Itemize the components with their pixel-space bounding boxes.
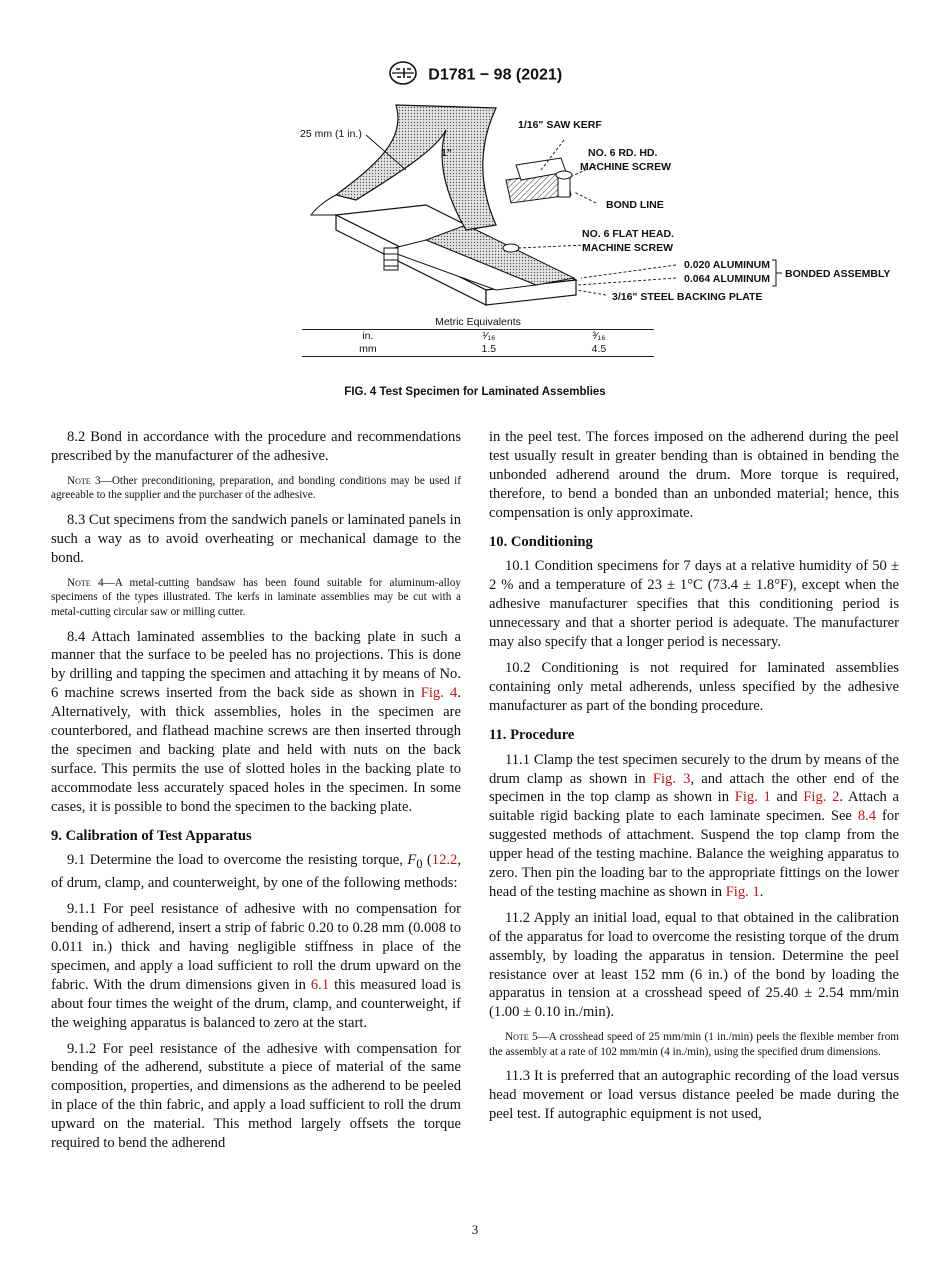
label-bond-line: BOND LINE — [606, 199, 664, 211]
link-fig-2[interactable]: Fig. 2 — [803, 789, 840, 806]
note-5: Note 5—A crosshead speed of 25 mm/min (1 in./min) peels the flexible member from the assembly at a rate of 102 mm/min (4 in./min), using the specified drum dimensions. — [489, 1031, 900, 1058]
para-10-2: 10.2 Conditioning is not required for laminated assemblies containing only metal adherends, unless specified by the adhesive manufacturer as part of the bonding procedure. — [489, 659, 899, 714]
screw-hole — [503, 244, 519, 252]
astm-logo-icon — [388, 60, 418, 91]
detail-inset — [506, 158, 572, 203]
link-12-2[interactable]: 12.2 — [431, 852, 458, 869]
metric-equivalents-table — [302, 316, 654, 357]
left-column — [51, 428, 461, 1160]
metric-cell: ¹⁄₁₆ — [482, 330, 496, 342]
note-4: Note 4—A metal-cutting bandsaw has been found suitable for aluminum-alloy specimens of the types illustrated. The kerfs in laminate assemblies may be cut with a metal-cutting circular saw or milling cutter. — [51, 576, 461, 618]
label-rd-screw-2: MACHINE SCREW — [580, 161, 671, 173]
label-aluminum-020: 0.020 ALUMINUM — [684, 259, 770, 271]
metric-cell: in. — [362, 330, 374, 342]
metric-row — [302, 330, 654, 344]
para-8-4: 8.4 Attach laminated assemblies to the backing plate in such a manner that the surface to be peeled has no projections. This is done by drilling and tapping the specimen and attaching it by means of No. 6 machine screws inserted from the back side as shown in Fig. 4. Alternatively, with thick assemblies, holes in the specimen are counterbored, and flathead machine screws are then inserted through the specimen and backing plate and held with nuts on the back surface. This permits the use of slotted holes in the backing plate to accommodate less accurately spaced holes in the specimen. In some cases, it is possible to bond the specimen to the backing plate. — [51, 628, 461, 815]
link-8-4[interactable]: 8.4 — [857, 808, 877, 825]
standard-designation: D1781 − 98 (2021) — [428, 66, 563, 84]
para-11-1: 11.1 Clamp the test specimen securely to the drum by means of the drum clamp as shown in Fig. 3, and attach the other end of the specimen in the top clamp as shown in Fig. 1 and Fig. 2. Attach a suitable rigid backing plate to each laminate specimen. See 8.4 for suggested methods of attachment. Suspend the top clamp from the upper head of the testing machine. Balance the weighing apparatus to zero. Then pin the loading bar to the appropriate fittings on the lower head of the testing machine as shown in Fig. 1. — [489, 751, 900, 900]
label-flat-screw-2: MACHINE SCREW — [582, 242, 673, 254]
heading-section-10: 10. Conditioning — [489, 533, 593, 550]
para-11-3: 11.3 It is preferred that an autographic recording of the load versus head movement or load versus distance peeled be made during the peel test. If autographic equipment is not used, — [489, 1068, 899, 1123]
label-aluminum-064: 0.064 ALUMINUM — [684, 273, 770, 285]
metric-title: Metric Equivalents — [302, 316, 654, 330]
heading-section-9: 9. Calibration of Test Apparatus — [51, 827, 252, 844]
flat-head-screw — [384, 248, 398, 270]
label-rd-screw-1: NO. 6 RD. HD. — [588, 147, 658, 159]
label-width: 25 mm (1 in.) — [300, 128, 362, 140]
label-backing-plate: 3/16" STEEL BACKING PLATE — [612, 291, 763, 303]
label-flat-screw-1: NO. 6 FLAT HEAD. — [582, 228, 674, 240]
para-9-1-1: 9.1.1 For peel resistance of adhesive with no compensation for bending of adherend, insert a strip of fabric 0.20 to 0.28 mm (0.008 to 0.011 in.) thick and having negligible stiffness in place of the specimen, and apply a load sufficient to roll the drum upward on the fabric. With the drum dimensions given in 6.1 this measured load is about four times the weight of the drum, clamp, and counterweight, if the weighing apparatus is balanced to zero at the start. — [51, 901, 461, 1031]
note-3: Note 3—Other preconditioning, preparation, and bonding conditions may be used if agreeable to the supplier and the purchaser of the adhesive. — [51, 474, 461, 502]
para-11-2: 11.2 Apply an initial load, equal to that obtained in the calibration of the apparatus for load to overcome the resisting torque of the drum assembly, by loading the apparatus in tension. Determine the peel resistance over at least 152 mm (6 in.) of the bond by loading the apparatus in tension at a crosshead speed of 25.40 ± 2.54 mm/min (1.00 ± 0.10 in./min). — [489, 909, 899, 1021]
para-10-1: 10.1 Condition specimens for 7 days at a relative humidity of 50 ± 2 % and a temperature of 23 ± 1°C (73.4 ± 1.8°F), except when the adhesive manufacturer specifies that this conditioning period is unnecessary and that a shorter period is adequate. The manufacturer may also specify that a longer period is necessary. — [489, 558, 899, 651]
link-6-1[interactable]: 6.1 — [310, 976, 330, 993]
label-inch: 1" — [441, 147, 452, 159]
metric-cell: ³⁄₁₆ — [592, 330, 606, 342]
link-fig-4[interactable]: Fig. 4 — [420, 685, 458, 702]
page-number: 3 — [471, 1222, 479, 1237]
right-column — [489, 428, 899, 1131]
link-fig-1[interactable]: Fig. 1 — [725, 883, 760, 900]
para-8-2: 8.2 Bond in accordance with the procedure and recommendations prescribed by the manufacturer of the adhesive. — [51, 429, 461, 464]
para-9-1-2-cont: in the peel test. The forces imposed on the adherend during the peel test usually result in greater bending than is obtained in bending the unbonded adherend around the drum. More torque is required, therefore, to bend a bonded than an unbonded material; hence, this compensation is only approximate. — [489, 429, 899, 521]
page-header — [0, 60, 950, 91]
label-bonded-assembly: BONDED ASSEMBLY — [785, 268, 891, 280]
figure-caption: FIG. 4 Test Specimen for Laminated Assemblies — [344, 386, 606, 398]
para-9-1-2: 9.1.2 For peel resistance of the adhesive with compensation for bending of the adherend, substitute a piece of material of the same composition, properties, and dimensions as the adherend to be peeled in place of the thin fabric, and apply a load sufficient to roll the drum upward on the material. This method largely offsets the torque required to bend the adherend — [51, 1040, 461, 1152]
para-9-1: 9.1 Determine the load to overcome the resisting torque, $F_0$ (12.2, of drum, clamp, and counterweight, by one of the following methods: — [51, 852, 461, 892]
metric-cell: 4.5 — [544, 343, 654, 357]
label-saw-kerf: 1/16" SAW KERF — [518, 119, 602, 131]
para-8-3: 8.3 Cut specimens from the sandwich panels or laminated panels in such a way as to avoid overheating or mechanical damage to the bond. — [51, 512, 461, 566]
link-fig-1[interactable]: Fig. 1 — [734, 789, 771, 806]
link-fig-3[interactable]: Fig. 3 — [652, 770, 691, 787]
heading-section-11: 11. Procedure — [489, 726, 575, 743]
metric-cell: mm — [302, 343, 434, 357]
metric-cell: 1.5 — [434, 343, 544, 357]
metric-row — [302, 343, 654, 357]
figure-4-drawing — [296, 100, 916, 320]
